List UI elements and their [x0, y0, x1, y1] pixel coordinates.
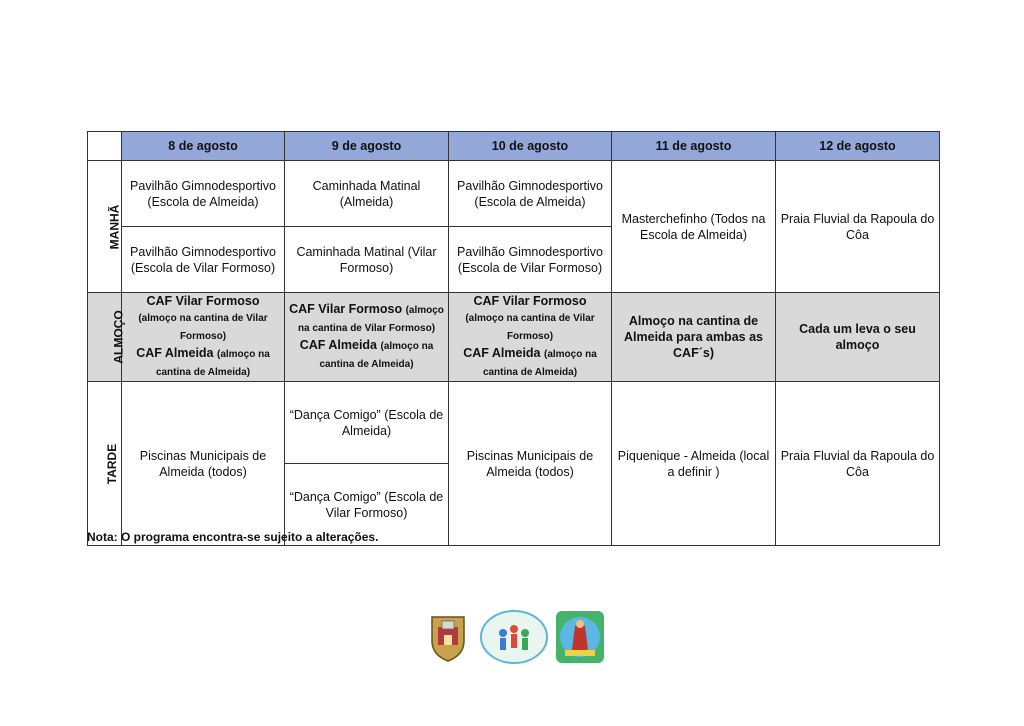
row-label-almoco: ALMOÇO — [88, 293, 122, 382]
cell-tarde-d9-bottom: “Dança Comigo” (Escola de Vilar Formoso) — [285, 464, 449, 546]
note-text: Nota: O programa encontra-se sujeito a alterações. — [87, 530, 379, 544]
cell-manha-d12: Praia Fluvial da Rapoula do Côa — [776, 161, 940, 293]
cell-tarde-d8: Piscinas Municipais de Almeida (todos) — [122, 382, 285, 546]
row-label-manha: MANHÃ — [88, 161, 122, 293]
cell-manha-d9-top: Caminhada Matinal (Almeida) — [285, 161, 449, 227]
cell-manha-d8-top: Pavilhão Gimnodesportivo (Escola de Almeida) — [122, 161, 285, 227]
caf-almeida: CAF Almeida — [463, 346, 541, 360]
caf-almeida-note: (almoço na cantina de Almeida) — [482, 349, 597, 378]
day-header: 9 de agosto — [285, 132, 449, 161]
caf-vilar-formoso: CAF Vilar Formoso — [289, 302, 403, 316]
cell-tarde-d9-top: “Dança Comigo” (Escola de Almeida) — [285, 382, 449, 464]
day-header: 8 de agosto — [122, 132, 285, 161]
tarde-row-1 — [88, 382, 940, 464]
caf-vilar-formoso: CAF Vilar Formoso — [146, 294, 260, 308]
cell-tarde-d11: Piquenique - Almeida (local a definir ) — [612, 382, 776, 546]
cell-tarde-d10: Piscinas Municipais de Almeida (todos) — [449, 382, 612, 546]
caf-vilar-formoso-note: (almoço na cantina de Vilar Formoso) — [297, 305, 444, 334]
cell-almoco-d12: Cada um leva o seu almoço — [776, 293, 940, 382]
row-label-tarde: TARDE — [88, 382, 122, 546]
almeida-crest-logo — [422, 608, 474, 666]
cell-manha-d10-bottom: Pavilhão Gimnodesportivo (Escola de Vilar Formoso) — [449, 227, 612, 293]
day-header: 11 de agosto — [612, 132, 776, 161]
caf-vilar-formoso-note: (almoço na cantina de Vilar Formoso) — [465, 313, 595, 342]
corner-cell — [88, 132, 122, 161]
caf-almeida-note: (almoço na cantina de Almeida) — [319, 341, 434, 370]
manha-row-1 — [88, 161, 940, 227]
day-header: 10 de agosto — [449, 132, 612, 161]
caf-vilar-formoso-note: (almoço na cantina de Vilar Formoso) — [138, 313, 268, 342]
caf-almeida: CAF Almeida — [136, 346, 214, 360]
cell-almoco-d11: Almoço na cantina de Almeida para ambas as CAF´s) — [612, 293, 776, 382]
almoco-row — [88, 293, 940, 382]
caf-vilar-formoso: CAF Vilar Formoso — [473, 294, 587, 308]
cell-almoco-d9 — [285, 293, 449, 382]
footer-logos — [422, 608, 606, 666]
cell-manha-d8-bottom: Pavilhão Gimnodesportivo (Escola de Vilar Formoso) — [122, 227, 285, 293]
caf-almeida-note: (almoço na cantina de Almeida) — [155, 349, 270, 378]
cell-manha-d9-bottom: Caminhada Matinal (Vilar Formoso) — [285, 227, 449, 293]
cell-almoco-d8 — [122, 293, 285, 382]
municipio-social-logo — [478, 608, 550, 666]
header-row — [88, 132, 940, 161]
cell-tarde-d12: Praia Fluvial da Rapoula do Côa — [776, 382, 940, 546]
cell-almoco-d10 — [449, 293, 612, 382]
cell-manha-d11: Masterchefinho (Todos na Escola de Almeida) — [612, 161, 776, 293]
caf-program-logo — [554, 608, 606, 666]
schedule-table — [87, 131, 940, 546]
cell-manha-d10-top: Pavilhão Gimnodesportivo (Escola de Almeida) — [449, 161, 612, 227]
day-header: 12 de agosto — [776, 132, 940, 161]
caf-almeida: CAF Almeida — [299, 338, 378, 352]
